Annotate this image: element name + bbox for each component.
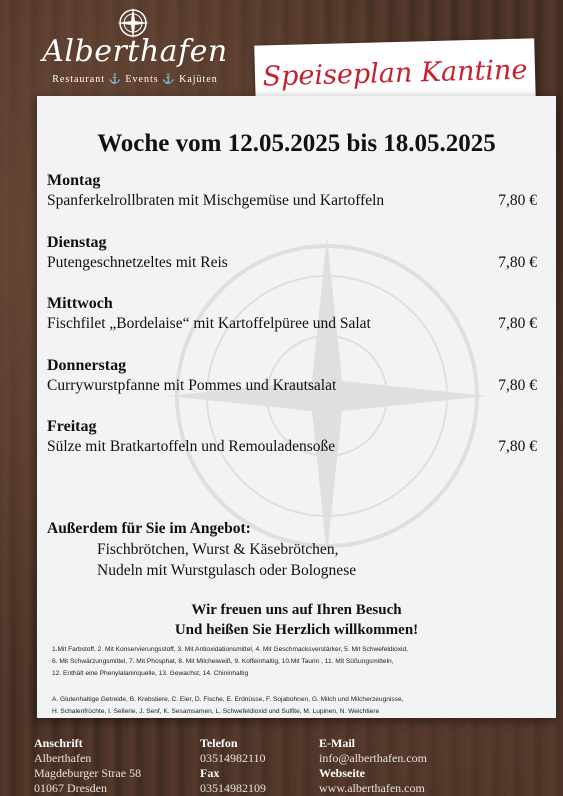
footer-address xyxy=(34,736,141,796)
allergen-notes xyxy=(52,644,552,718)
dish: Fischfilet „Bordelaise“ mit Kartoffelpüree und Salat xyxy=(47,315,371,332)
day-thursday xyxy=(47,357,537,395)
extra-line: Nudeln mit Wurstgulasch oder Bolognese xyxy=(97,562,357,579)
day-friday xyxy=(47,418,537,456)
day-name: Montag xyxy=(47,172,101,189)
day-tuesday xyxy=(47,234,537,272)
menu-card xyxy=(37,96,556,718)
extra-line: Fischbrötchen, Wurst & Käsebrötchen, xyxy=(97,541,339,558)
phone-label: Telefon xyxy=(200,736,238,750)
allergen-note: H. Schalenfrüchte, I. Sellerie, J. Senf, K. Sesamsamen, L. Schwefeldioxid und Sulfite, M. Lupinen, N. Weichtiere xyxy=(52,708,380,715)
week-title: Woche vom 12.05.2025 bis 18.05.2025 xyxy=(97,130,496,157)
footer-phone xyxy=(200,736,266,796)
web-label: Webseite xyxy=(319,766,365,780)
dish: Sülze mit Bratkartoffeln und Remouladensoße xyxy=(47,438,336,455)
price: 7,80 € xyxy=(498,315,537,332)
price: 7,80 € xyxy=(498,192,537,209)
address-line: Alberthafen xyxy=(34,751,92,765)
day-name: Mittwoch xyxy=(47,295,113,312)
day-monday xyxy=(47,172,537,210)
price: 7,80 € xyxy=(498,377,537,394)
dish: Currywurstpfanne mit Pommes und Krautsalat xyxy=(47,377,337,394)
extra-heading: Außerdem für Sie im Angebot: xyxy=(47,520,251,537)
brand-tagline: Restaurant ⚓ Events ⚓ Kajüten xyxy=(52,74,218,85)
restaurant-logo xyxy=(40,2,230,87)
menu-title: Speiseplan Kantine xyxy=(262,54,528,92)
additive-note: 6. Mit Schwärzungsmittel, 7. Mit Phosphat, 8. Mit Milcheiweiß, 9. Koffeinhaltig, 10.Mit Taurin , 11. Mit Süßungsmitteln, xyxy=(52,658,394,665)
allergen-note: A. Glutenhaltige Getreide, B. Krebstiere, C. Eier, D. Fische, E. Erdnüsse, F. Sojabohnen, G. Milch und Milcherzeugnisse, xyxy=(52,696,404,703)
day-name: Donnerstag xyxy=(47,357,127,374)
additive-note: 12. Enthält eine Phenylalaninquelle, 13. Gewachst, 14. Chininhaltig xyxy=(52,670,249,677)
day-name: Dienstag xyxy=(47,234,107,251)
welcome-line: Und heißen Sie Herzlich willkommen! xyxy=(174,622,419,638)
phone-number[interactable]: 03514982110 xyxy=(200,751,266,765)
address-line: 01067 Dresden xyxy=(34,781,107,795)
website-link[interactable]: www.alberthafen.com xyxy=(319,781,425,795)
footer-contact xyxy=(319,736,427,796)
price: 7,80 € xyxy=(498,254,537,271)
fax-label: Fax xyxy=(200,766,220,780)
compass-watermark-icon xyxy=(167,236,487,556)
additive-note: 1.Mit Farbstoff, 2. Mit Konservierungsstoff, 3. Mit Antioxidationsmittel, 4. Mit Geschmacksverstärker, 5. Mit Schwefeldioxid, xyxy=(52,646,408,653)
email-link[interactable]: info@alberthafen.com xyxy=(319,751,428,765)
extra-offers xyxy=(47,520,527,580)
price: 7,80 € xyxy=(498,438,537,455)
fax-number: 03514982109 xyxy=(200,781,266,795)
dish: Spanferkelrollbraten mit Mischgemüse und Kartoffeln xyxy=(47,192,385,209)
welcome-line: Wir freuen uns auf Ihren Besuch xyxy=(191,602,402,618)
day-name: Freitag xyxy=(47,418,97,435)
day-wednesday xyxy=(47,295,537,333)
email-label: E-Mail xyxy=(319,736,355,750)
brand-name: Alberthafen xyxy=(42,34,228,69)
welcome-message xyxy=(37,600,556,640)
dish: Putengeschnetzeltes mit Reis xyxy=(47,254,228,271)
address-line: Magdeburger Strae 58 xyxy=(34,766,142,780)
address-label: Anschrift xyxy=(34,736,83,750)
